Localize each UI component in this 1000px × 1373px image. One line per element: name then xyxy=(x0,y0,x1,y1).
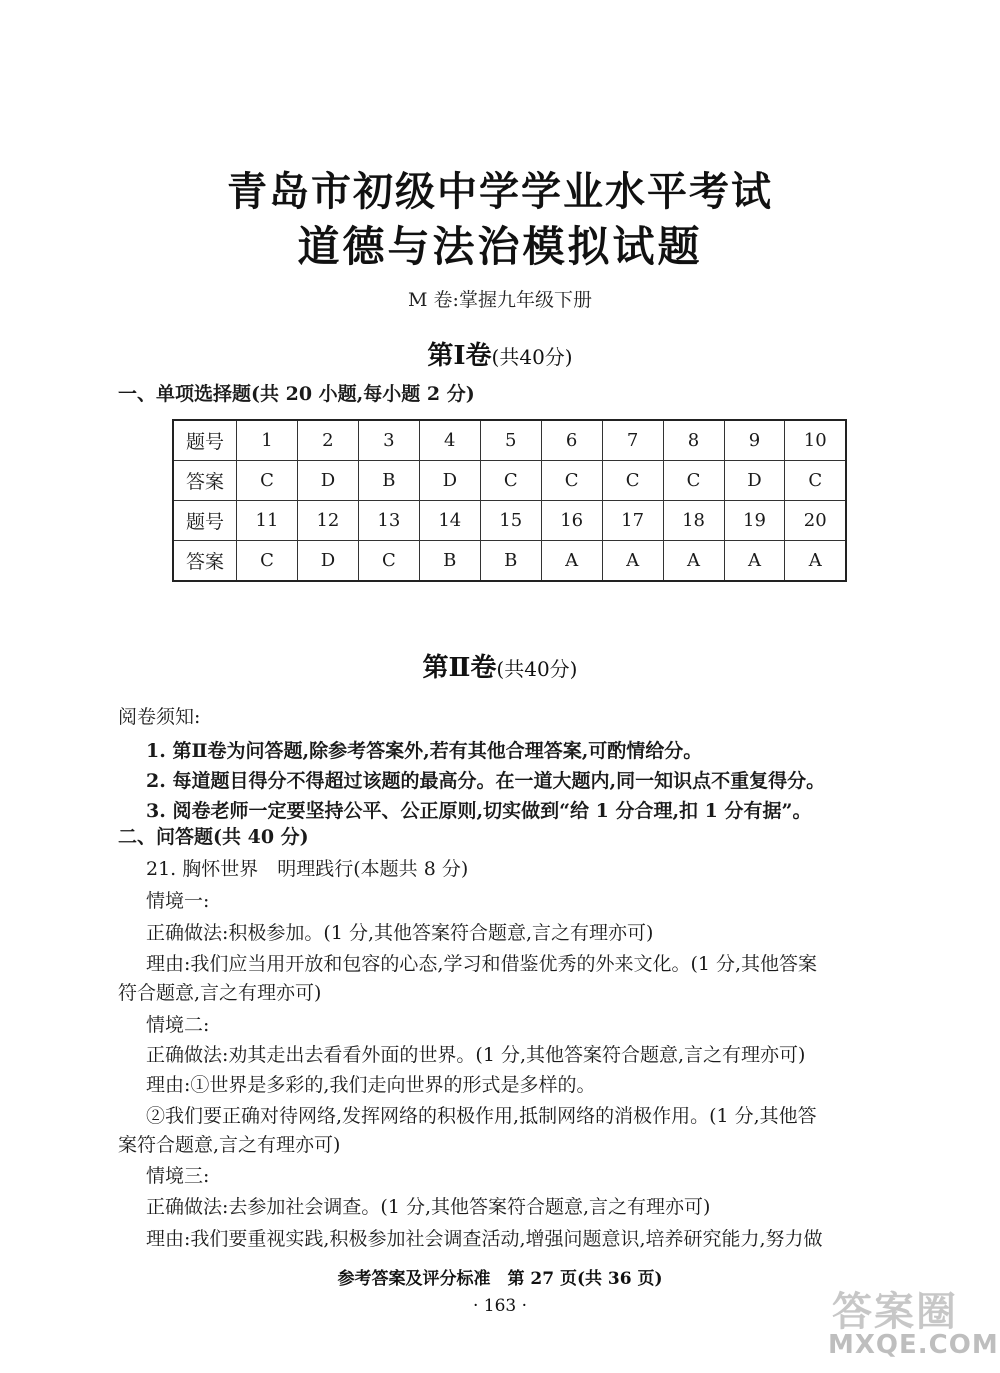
answer-table-cell: A xyxy=(724,541,785,582)
watermark-logo-text: 答案圈 xyxy=(832,1289,958,1335)
answer-table-cell: C xyxy=(663,461,724,501)
answer-table-cell: A xyxy=(541,541,602,582)
answer-table-cell: 19 xyxy=(724,501,785,541)
answer-table-row xyxy=(173,501,846,541)
answer-table-cell: C xyxy=(237,461,298,501)
page-number: · 163 · xyxy=(472,1296,528,1316)
q21-situation1-reason-line2: 符合题意,言之有理亦可) xyxy=(118,982,322,1004)
answer-table-row xyxy=(173,461,846,501)
answer-table-cell: 3 xyxy=(358,420,419,461)
section2-heading: 二、问答题(共 40 分) xyxy=(118,826,309,848)
q21-situation2-reason-line1: 理由:①世界是多彩的,我们走向世界的形式是多样的。 xyxy=(146,1074,596,1096)
answer-table-cell: B xyxy=(419,541,480,582)
answer-table-cell: C xyxy=(602,461,663,501)
part2-heading xyxy=(0,647,1000,684)
answer-table-cell: B xyxy=(480,541,541,582)
answer-table-cell: 18 xyxy=(663,501,724,541)
answer-table-cell: D xyxy=(297,541,358,582)
answer-table-cell: 8 xyxy=(663,420,724,461)
answer-table-cell: 4 xyxy=(419,420,480,461)
part1-points: (共40分) xyxy=(491,345,573,369)
answer-table-cell: C xyxy=(358,541,419,582)
answer-table-cell: 11 xyxy=(237,501,298,541)
watermark-url: MXQE.COM xyxy=(828,1330,999,1360)
volume-label: M 卷:掌握九年级下册 xyxy=(408,289,592,311)
answer-table-cell: C xyxy=(480,461,541,501)
answer-table-cell: D xyxy=(419,461,480,501)
answer-table-cell: 12 xyxy=(297,501,358,541)
answer-table-cell: 2 xyxy=(297,420,358,461)
q21-situation1-label: 情境一: xyxy=(146,890,210,912)
q21-situation3-method: 正确做法:去参加社会调查。(1 分,其他答案符合题意,言之有理亦可) xyxy=(146,1196,711,1218)
answer-table-row-label: 答案 xyxy=(173,461,237,501)
q21-situation3-label: 情境三: xyxy=(146,1165,210,1187)
answer-table-cell: 10 xyxy=(785,420,846,461)
answer-table-cell: D xyxy=(297,461,358,501)
answer-table-cell: 5 xyxy=(480,420,541,461)
q21-situation2-method: 正确做法:劝其走出去看看外面的世界。(1 分,其他答案符合题意,言之有理亦可) xyxy=(146,1044,806,1066)
answer-table-cell: C xyxy=(785,461,846,501)
answer-table-row xyxy=(173,420,846,461)
grading-note-2: 2. 每道题目得分不得超过该题的最高分。在一道大题内,同一知识点不重复得分。 xyxy=(146,770,826,792)
answer-table-row-label: 题号 xyxy=(173,501,237,541)
part1-heading xyxy=(0,335,1000,372)
q21-situation1-method: 正确做法:积极参加。(1 分,其他答案符合题意,言之有理亦可) xyxy=(146,922,654,944)
answer-table-cell: 7 xyxy=(602,420,663,461)
part2-points: (共40分) xyxy=(496,657,578,681)
answer-table-cell: 20 xyxy=(785,501,846,541)
section1-heading: 一、单项选择题(共 20 小题,每小题 2 分) xyxy=(118,383,475,405)
answer-table-cell: 14 xyxy=(419,501,480,541)
answer-table-cell: 16 xyxy=(541,501,602,541)
q21-situation1-reason-line1: 理由:我们应当用开放和包容的心态,学习和借鉴优秀的外来文化。(1 分,其他答案 xyxy=(146,953,818,975)
answer-table-cell: 15 xyxy=(480,501,541,541)
q21-situation2-reason-line2: ②我们要正确对待网络,发挥网络的积极作用,抵制网络的消极作用。(1 分,其他答 xyxy=(146,1105,817,1127)
part2-title: 第Ⅱ卷 xyxy=(422,653,497,683)
answer-table-cell: B xyxy=(358,461,419,501)
answer-table-cell: A xyxy=(602,541,663,582)
q21-situation2-reason-line3: 案符合题意,言之有理亦可) xyxy=(118,1134,341,1156)
answer-table-cell: 9 xyxy=(724,420,785,461)
answer-table-cell: 6 xyxy=(541,420,602,461)
answer-table xyxy=(172,419,847,582)
watermark-logo xyxy=(820,1280,999,1368)
answer-table-row-label: 题号 xyxy=(173,420,237,461)
exam-title: 青岛市初级中学学业水平考试 xyxy=(227,169,773,215)
answer-table-cell: A xyxy=(785,541,846,582)
answer-table-row xyxy=(173,541,846,582)
answer-table-cell: 1 xyxy=(237,420,298,461)
answer-table-cell: C xyxy=(237,541,298,582)
exam-subject-title: 道德与法治模拟试题 xyxy=(297,222,703,271)
q21-situation3-reason-line1: 理由:我们要重视实践,积极参加社会调查活动,增强问题意识,培养研究能力,努力做 xyxy=(146,1228,823,1250)
answer-table-row-label: 答案 xyxy=(173,541,237,582)
q21-situation2-label: 情境二: xyxy=(146,1014,210,1036)
answer-table-cell: 17 xyxy=(602,501,663,541)
grading-note-3: 3. 阅卷老师一定要坚持公平、公正原则,切实做到“给 1 分合理,扣 1 分有据”。 xyxy=(146,800,812,822)
answer-table-cell: A xyxy=(663,541,724,582)
page-footer: 参考答案及评分标准 第 27 页(共 36 页) xyxy=(337,1269,663,1289)
answer-table-cell: C xyxy=(541,461,602,501)
q21-title: 21. 胸怀世界 明理践行(本题共 8 分) xyxy=(146,858,469,880)
answer-table-cell: 13 xyxy=(358,501,419,541)
grading-note-1: 1. 第Ⅱ卷为问答题,除参考答案外,若有其他合理答案,可酌情给分。 xyxy=(146,740,703,762)
part1-title: 第Ⅰ卷 xyxy=(427,341,492,371)
grading-notes-heading: 阅卷须知: xyxy=(118,706,201,728)
answer-table-cell: D xyxy=(724,461,785,501)
